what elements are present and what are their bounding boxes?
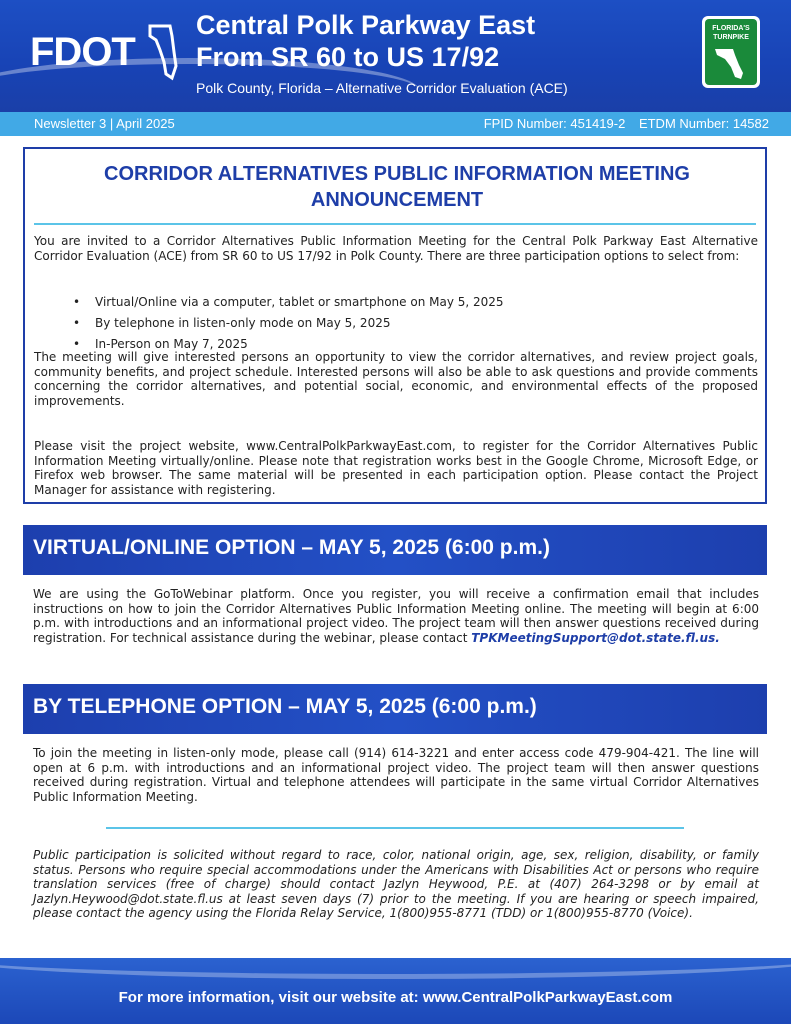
footer-banner <box>0 958 791 1024</box>
header-banner <box>0 0 791 112</box>
etdm-number: ETDM Number: 14582 <box>638 116 769 131</box>
florida-outline-icon <box>148 22 178 82</box>
telephone-option-heading: BY TELEPHONE OPTION – MAY 5, 2025 (6:00 p.m.) <box>33 695 537 718</box>
footer-swirl-decoration <box>0 958 791 979</box>
project-title-line1: Central Polk Parkway East <box>196 10 536 40</box>
turnpike-badge-text: FLORIDA'S TURNPIKE <box>712 25 750 41</box>
announcement-register: Please visit the project website, www.CentralPolkParkwayEast.com, to register for the Corridor Alternatives Public Information Meeting virtually/online. Please note that registration works best in the Google Chrome, Microsoft Edge, or Firefox web browser. The same material will be presented in each participation option. Please contact the Project Manager for assistance with registering. <box>34 439 758 497</box>
announcement-purpose: The meeting will give interested persons an opportunity to view the corridor alternatives, and review project goals, community benefits, and project schedule. Interested persons will also be able to ask questions and provide comments concerning the corridor alternatives, and potential social, economic, and environmental effects of the proposed improvements. <box>34 350 758 408</box>
announcement-intro: You are invited to a Corridor Alternatives Public Information Meeting for the Central Polk Parkway East Alternative Corridor Evaluation (ACE) from SR 60 to US 17/92 in Polk County. There are three participation options to select from: <box>34 234 758 263</box>
announcement-title: CORRIDOR ALTERNATIVES PUBLIC INFORMATION MEETING ANNOUNCEMENT <box>104 163 690 211</box>
list-item: • Virtual/Online via a computer, tablet or smartphone on May 5, 2025 <box>73 292 753 313</box>
virtual-option-text <box>33 587 759 645</box>
fpid-number: FPID Number: 451419-2 <box>483 116 626 131</box>
project-subtitle: Polk County, Florida – Alternative Corridor Evaluation (ACE) <box>196 80 568 96</box>
list-item: • By telephone in listen-only mode on May 5, 2025 <box>73 313 753 334</box>
telephone-option-text: To join the meeting in listen-only mode, please call (914) 614-3221 and enter access code 479-904-421. The line will open at 6 p.m. with introductions and an informational project video. The project team will then answer questions received during registration. Virtual and telephone attendees will participate in the same virtual Corridor Alternatives Public Information Meeting. <box>33 746 759 804</box>
fdot-logo <box>30 20 180 84</box>
project-title-line2: From SR 60 to US 17/92 <box>196 42 500 72</box>
virtual-option-banner <box>23 525 767 575</box>
footer-website-text[interactable]: For more information, visit our website at: www.CentralPolkParkwayEast.com <box>118 989 673 1006</box>
tech-support-email-link[interactable]: TPKMeetingSupport@dot.state.fl.us. <box>471 630 720 645</box>
announcement-box <box>23 147 767 504</box>
newsletter-issue: Newsletter 3 | April 2025 <box>34 116 175 131</box>
florida-map-icon <box>713 45 749 81</box>
list-item: • In-Person on May 7, 2025 <box>73 334 753 355</box>
participation-options-list <box>73 292 753 355</box>
newsletter-info-strip <box>0 112 791 136</box>
florida-turnpike-badge <box>702 16 760 88</box>
virtual-option-heading: VIRTUAL/ONLINE OPTION – MAY 5, 2025 (6:00 p.m.) <box>33 536 550 559</box>
project-numbers <box>474 116 769 131</box>
section-divider <box>106 827 684 829</box>
telephone-option-banner <box>23 684 767 734</box>
announcement-divider <box>34 223 756 225</box>
public-participation-disclaimer: Public participation is solicited without regard to race, color, national origin, age, sex, religion, disability, or family status. Persons who require special accommodations under the Americans with Disabilities Act or persons who require translation services (free of charge) should contact Jazlyn Heywood, P.E. at (407) 264-3298 or by email at Jazlyn.Heywood@dot.state.fl.us at least seven days (7) prior to the meeting. If you are hearing or speech impaired, please contact the agency using the Florida Relay Service, 1(800)955-8771 (TDD) or 1(800)955-8770 (Voice). <box>33 848 759 920</box>
virtual-option-body: We are using the GoToWebinar platform. Once you register, you will receive a confirmation email that includes instructions on how to join the Corridor Alternatives Public Information Meeting online. The meeting will begin at 6:00 p.m. with introductions and an informational project video. The project team will then answer questions received during registration. For technical assistance during the webinar, please contact <box>33 587 759 645</box>
fdot-logo-text: FDOT <box>30 30 135 74</box>
